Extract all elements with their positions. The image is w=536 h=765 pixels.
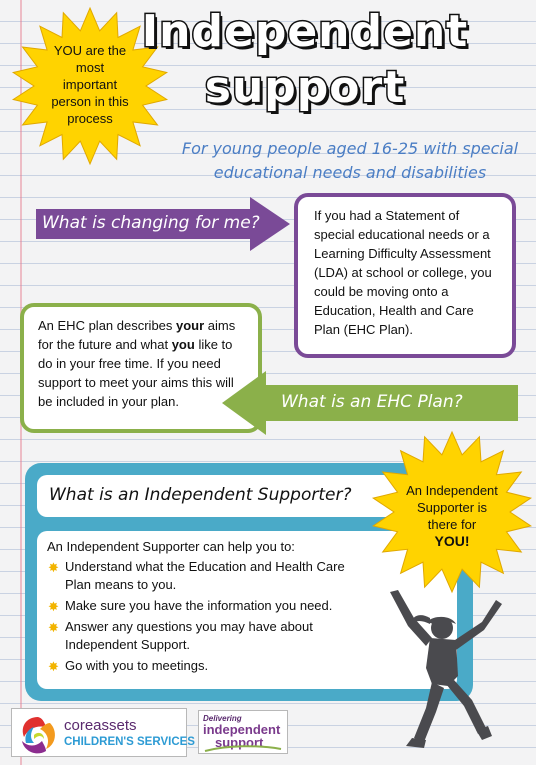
- ehc-text-bold-you: you: [171, 337, 195, 352]
- delivering-independent-support-logo: [198, 710, 288, 754]
- supporter-heading-box: [37, 475, 415, 517]
- supporter-intro: An Independent Supporter can help you to:: [47, 539, 295, 554]
- bullet-star-icon: ✸: [48, 659, 59, 674]
- coreassets-name: coreassets: [64, 717, 137, 734]
- coreassets-emblem-icon: [16, 713, 60, 755]
- bullet-star-icon: ✸: [48, 560, 59, 575]
- bottom-star-text: [404, 482, 500, 550]
- changing-arrow-label: What is changing for me?: [42, 213, 260, 233]
- bullet-star-icon: ✸: [48, 620, 59, 635]
- ehc-text-part2: aims for the future and what: [38, 318, 236, 352]
- bottom-star-main: An Independent Supporter is there for: [406, 483, 498, 532]
- bottom-star-you: YOU!: [434, 533, 470, 549]
- bullet-text: Understand what the Education and Health Care Plan means to you.: [65, 559, 345, 592]
- page-title-line2: support: [204, 62, 406, 113]
- coreassets-tagline: CHILDREN'S SERVICES: [64, 736, 195, 748]
- logo-independent-text: independent: [203, 722, 281, 737]
- jumping-girl-silhouette: [386, 588, 506, 758]
- logo-delivering-text: Delivering: [203, 714, 242, 723]
- subtitle-line2: educational needs and disabilities: [213, 163, 487, 182]
- bullet-item: [47, 618, 365, 654]
- bullet-text: Make sure you have the information you need.: [65, 598, 333, 613]
- ehc-text-part3: like to do in your free time. If you need support to meet your aims this will be included in your plan.: [38, 337, 234, 409]
- ehc-text-part1: An EHC plan describes: [38, 318, 177, 333]
- bullet-text: Answer any questions you may have about Independent Support.: [65, 619, 313, 652]
- statement-box: [294, 193, 516, 358]
- ehc-arrow-label: What is an EHC Plan?: [281, 392, 463, 412]
- logo-swoosh-icon: [203, 743, 283, 753]
- bullet-text: Go with you to meetings.: [65, 658, 209, 673]
- ehc-text-bold-your: your: [176, 318, 205, 333]
- bullet-star-icon: ✸: [48, 599, 59, 614]
- top-star-text: YOU are the most important person in this process: [51, 43, 129, 126]
- page-title-line1: Independent: [141, 6, 469, 57]
- bullet-item: [47, 558, 365, 594]
- supporter-heading: What is an Independent Supporter?: [49, 485, 352, 505]
- logo-support-text: support: [215, 735, 264, 750]
- statement-text: If you had a Statement of special educational needs or a Learning Difficulty Assessment (LDA) at school or college, you could be moving onto a Education, Health and Care Plan (EHC Plan).: [314, 208, 492, 337]
- subtitle-line1: For young people aged 16-25 with special: [181, 139, 519, 158]
- bottom-star-badge: [370, 430, 534, 594]
- coreassets-logo: [11, 708, 195, 757]
